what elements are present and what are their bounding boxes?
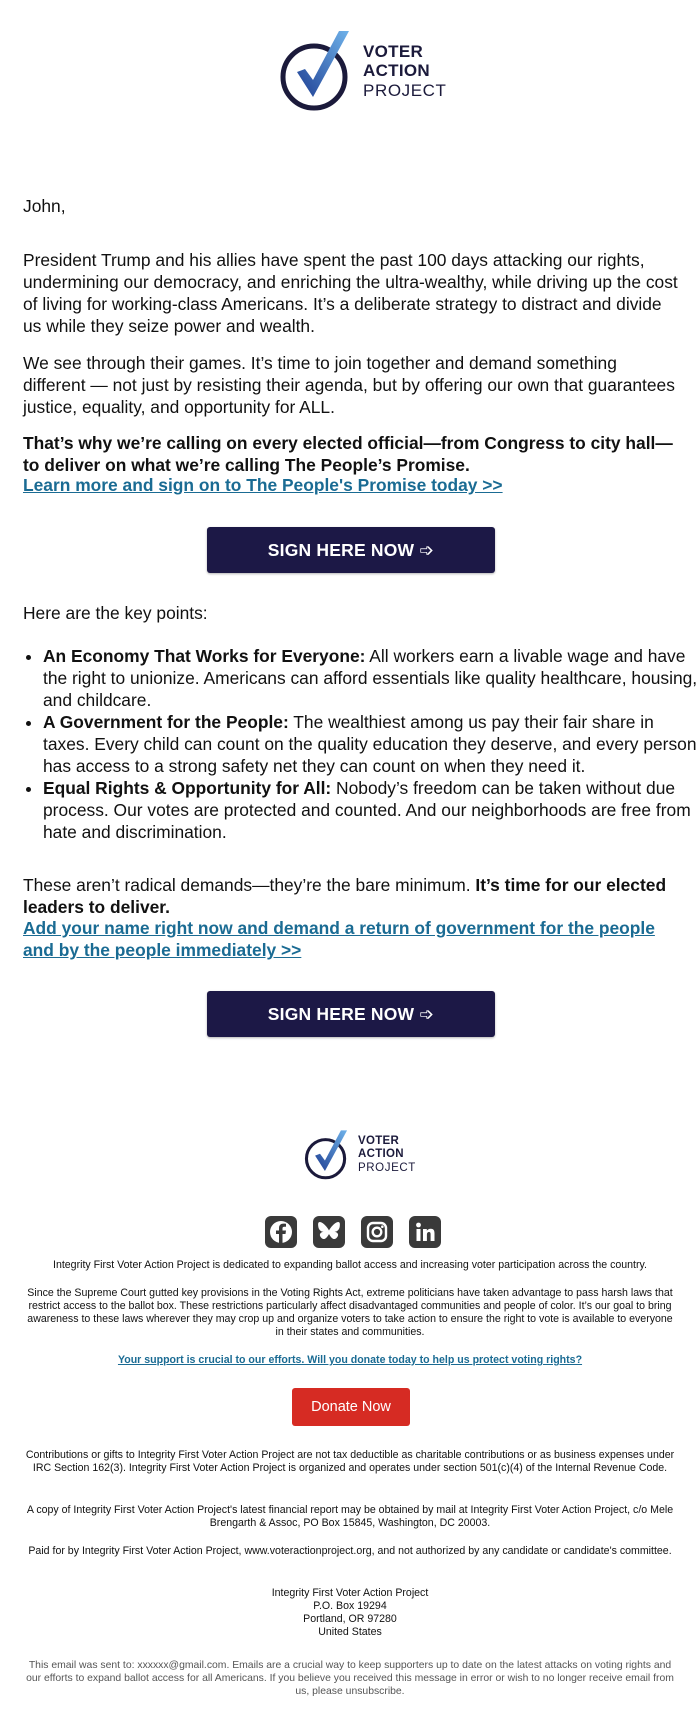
checkmark-logo-icon [304,1128,352,1182]
learn-more-link[interactable]: Learn more and sign on to The People's Promise today >> [23,475,503,495]
point-text: The wealthiest among us pay their fair share in taxes. Every child can count on the quality education they deserve, and every person has access to a strong safety net they can count on when they need it. [43,712,697,776]
paragraph-intro: President Trump and his allies have spent the past 100 days attacking our rights, undermining our democracy, and enriching the ultra-wealthy, while driving up the cost of living for working-class Americans. It’s a deliberate strategy to distract and divide us while they seize power and wealth. [23,250,678,337]
paid-for-notice: Paid for by Integrity First Voter Action Project, www.voteractionproject.org, and not authorized by any candidate or candidate's committee. [28,1545,672,1557]
closing-bold-text: It’s time for our elected leaders to deliver. [23,875,667,918]
footer-tagline: Integrity First Voter Action Project is dedicated to expanding ballot access and increasing voter participation across the country. [53,1259,647,1271]
greeting: John, [23,196,66,216]
donate-link[interactable]: Your support is crucial to our efforts. Will you donate today to help us protect voting rights? [117,1354,583,1366]
add-name-link[interactable]: Add your name right now and demand a return of government for the people and by the people immediately >> [23,918,655,960]
instagram-icon[interactable] [361,1216,393,1248]
list-item [43,645,699,711]
point-title: Equal Rights & Opportunity for All: [43,778,332,798]
tax-disclaimer: Contributions or gifts to Integrity First Voter Action Project are not tax deductible as charitable contributions or as business expenses under IRC Section 162(3). Integrity First Voter Action Project is organized and operates under section 501(c)(4) of the Internal Revenue Code. [25,1449,675,1474]
logo-wordmark [358,1135,416,1175]
logo-word-project: PROJECT [358,1161,416,1174]
list-item [43,711,699,777]
footer-logo[interactable] [304,1128,416,1182]
key-points-intro: Here are the key points: [23,603,208,623]
logo-wordmark [363,42,447,101]
sign-here-button-2[interactable]: SIGN HERE NOW ➩ [207,991,495,1037]
address-po-box: P.O. Box 19294 [313,1600,387,1612]
paragraph-agenda: We see through their games. It’s time to join together and demand something different — not just by resisting their agenda, but by offering our own that guarantees justice, equality, and opportunity for ALL. [23,353,675,418]
donate-button[interactable]: Donate Now [292,1388,410,1426]
footer-mission: Since the Supreme Court gutted key provisions in the Voting Rights Act, extreme politicians have taken advantage to pass harsh laws that restrict access to the ballot box. These restrictions particularly affect disadvantaged communities and people of color. It’s our goal to bring awareness to these laws wherever they may crop up and organize voters to take action to ensure the right to vote is available to everyone in their states and communities. [27,1287,673,1338]
address-country: United States [318,1626,382,1638]
logo-word-voter: VOTER [363,41,424,61]
address-city: Portland, OR 97280 [303,1613,397,1625]
mailing-address [22,1587,678,1639]
facebook-icon[interactable] [265,1216,297,1248]
linkedin-icon[interactable] [409,1216,441,1248]
paragraph-call-to-officials: That’s why we’re calling on every elected official—from Congress to city hall—to deliver on what we’re calling The People’s Promise. [23,433,673,476]
bluesky-icon[interactable] [313,1216,345,1248]
checkmark-logo-icon [279,28,357,114]
header-logo[interactable] [279,28,447,114]
logo-word-voter: VOTER [358,1135,400,1148]
sign-here-button[interactable]: SIGN HERE NOW ➩ [207,527,495,573]
logo-word-action: ACTION [358,1148,404,1161]
link-add-name-wrap [23,917,679,961]
donate-link-wrap [22,1354,678,1367]
logo-word-project: PROJECT [363,80,447,100]
list-item [43,777,699,843]
link-learn-more-wrap [23,474,679,496]
address-name: Integrity First Voter Action Project [271,1587,429,1599]
logo-word-action: ACTION [363,61,430,81]
point-title: A Government for the People: [43,712,289,732]
point-title: An Economy That Works for Everyone: [43,646,366,666]
social-links [265,1216,441,1248]
closing-text: These aren’t radical demands—they’re the bare minimum. [23,875,476,896]
paragraph-closing [23,874,679,918]
financial-report-notice: A copy of Integrity First Voter Action Project's latest financial report may be obtained by mail at Integrity First Voter Action Project, c/o Mele Brengarth & Assoc, PO Box 15845, Washington, DC 20003. [26,1504,674,1529]
point-text: Nobody’s freedom can be taken without due process. Our votes are protected and counted. And our neighborhoods are free from hate and discrimination. [43,778,691,842]
key-points-list [23,645,699,843]
unsubscribe-notice: This email was sent to: xxxxxx@gmail.com. Emails are a crucial way to keep supporters up to date on the latest attacks on voting rights and our efforts to expand ballot access for all Americans. If you believe you received this message in error or wish to no longer receive email from us, please unsubscribe. [26,1660,674,1697]
point-text: All workers earn a livable wage and have the right to unionize. Americans can afford essentials like quality healthcare, housing, and childcare. [43,646,698,710]
